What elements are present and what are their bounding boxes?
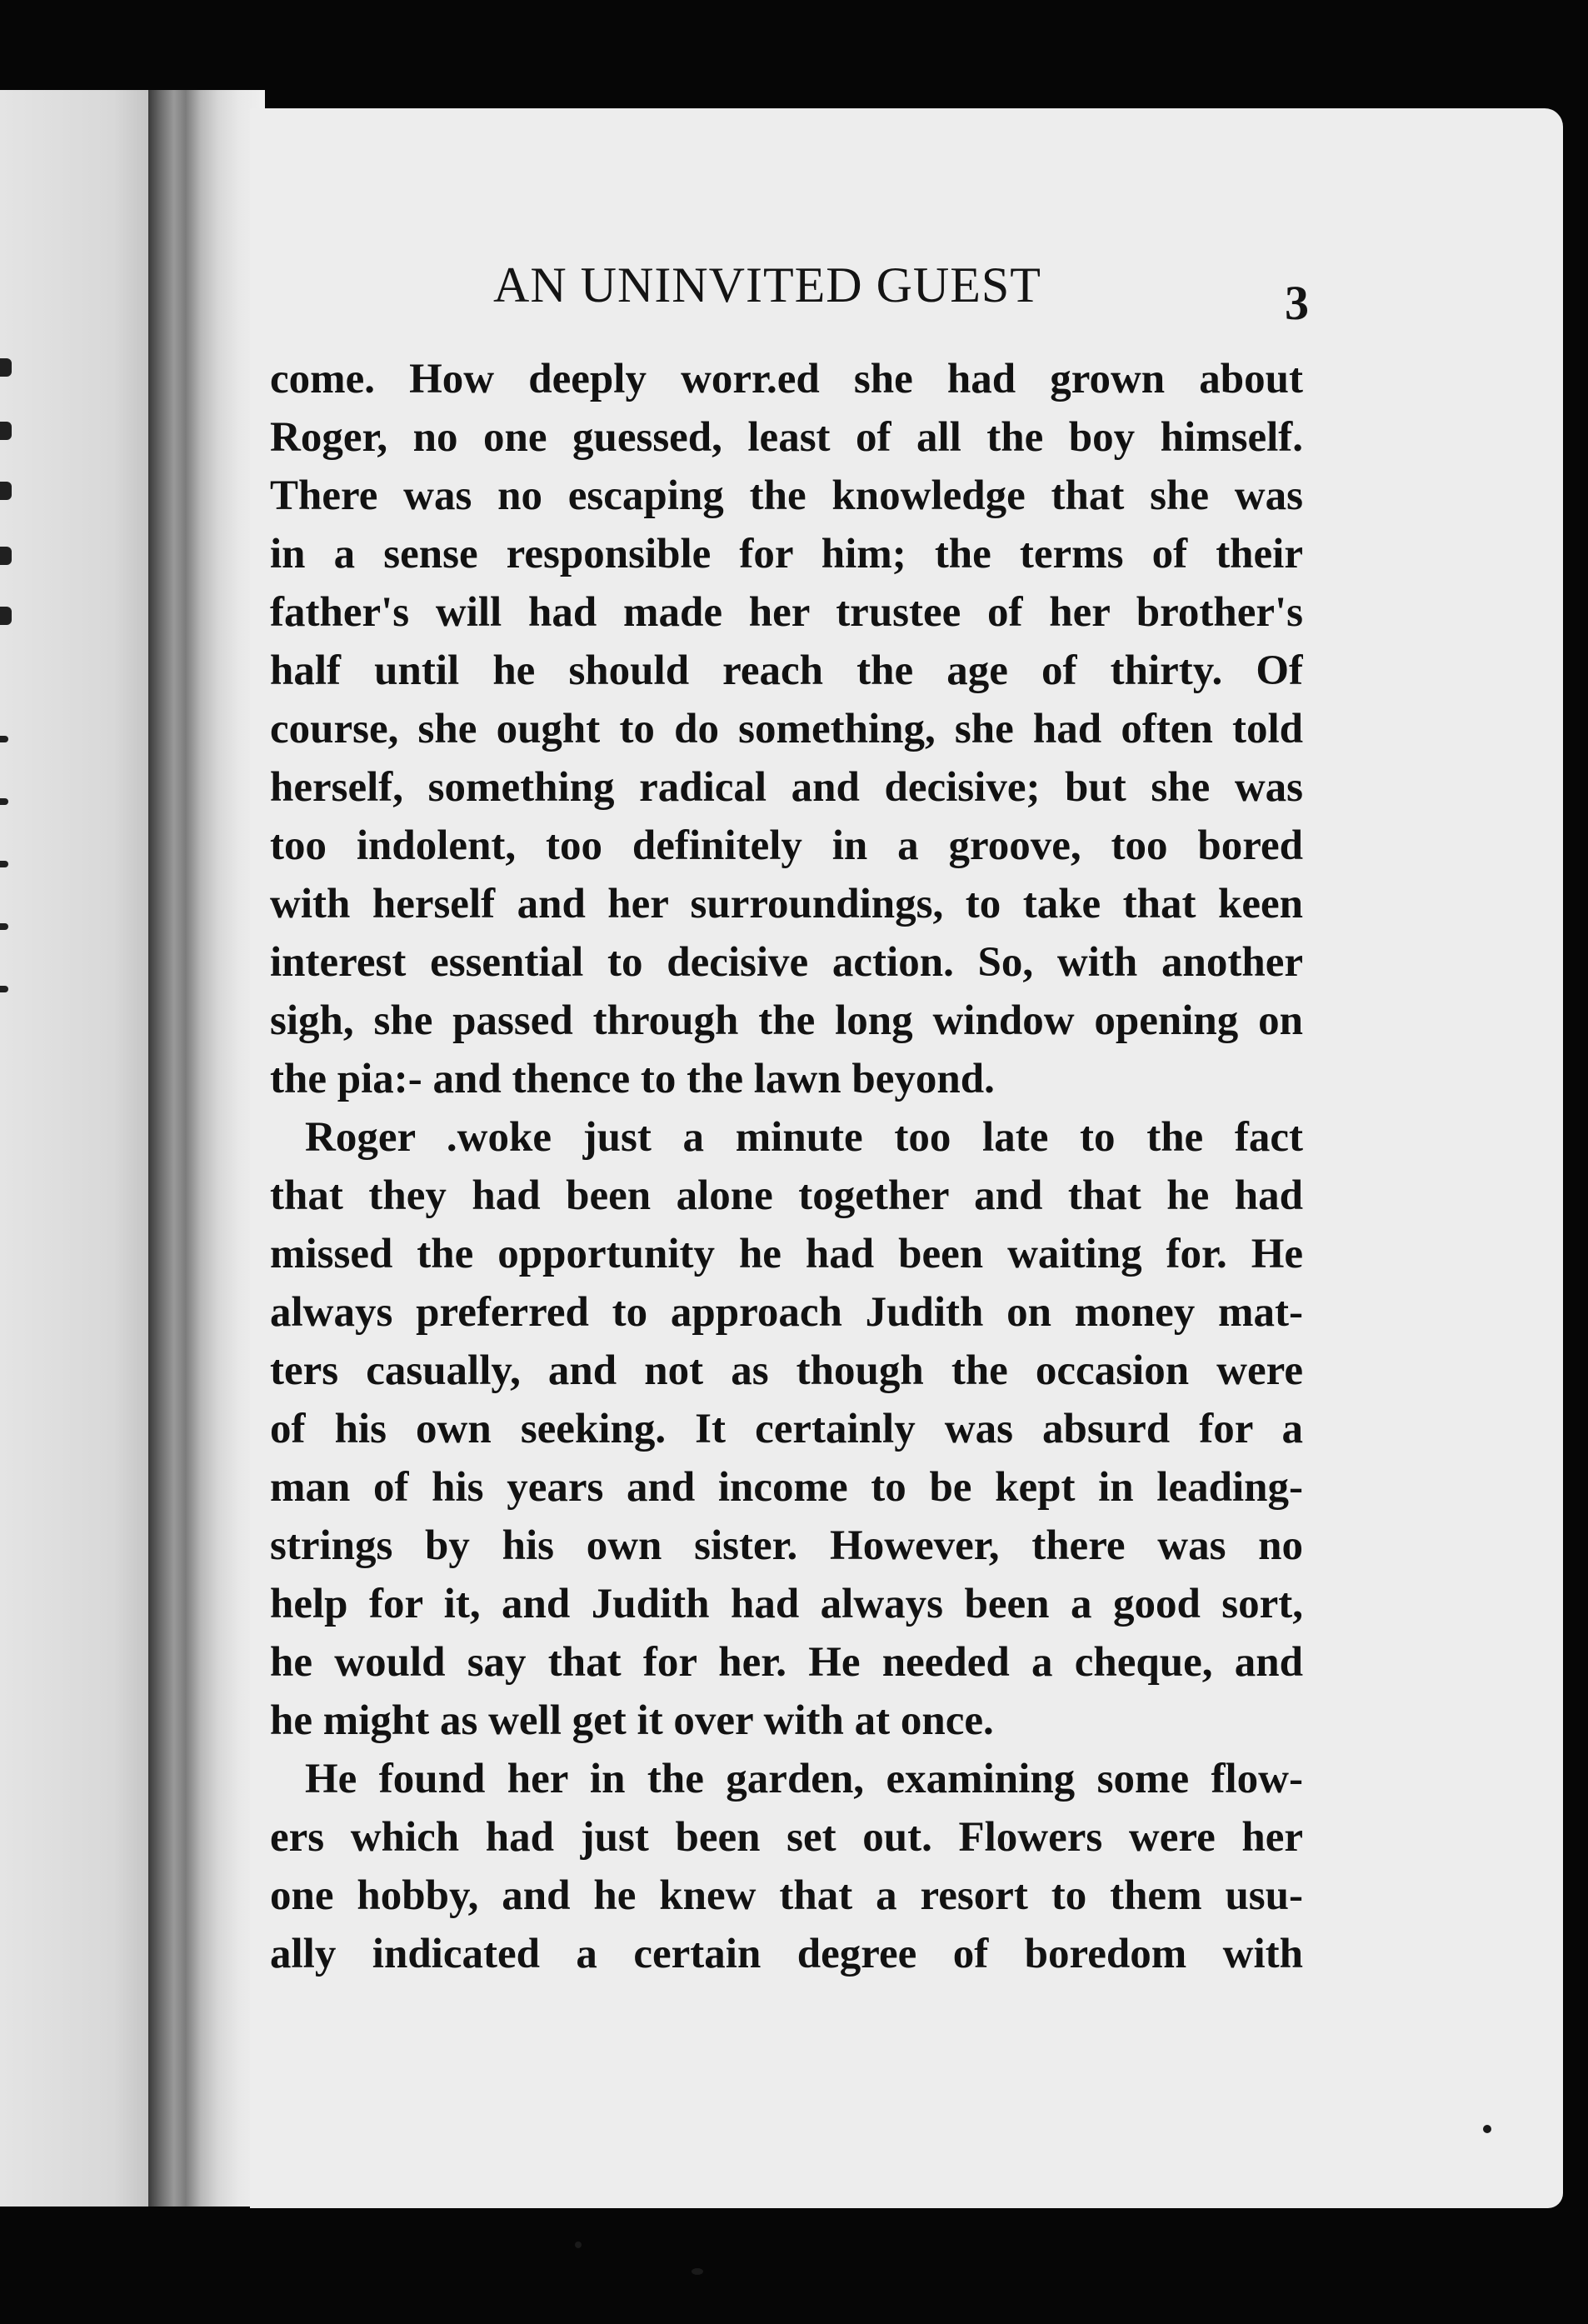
text-line: course, she ought to do something, she had often told bbox=[270, 706, 1303, 752]
text-line: man of his years and income to be kept in leading- bbox=[270, 1464, 1303, 1511]
text-line: half until he should reach the age of thirty. Of bbox=[270, 647, 1303, 694]
text-line: father's will had made her trustee of her brother's bbox=[270, 589, 1303, 636]
text-fragment bbox=[0, 798, 8, 805]
running-title: AN UNINVITED GUEST bbox=[493, 257, 1041, 312]
text-fragment bbox=[0, 607, 12, 625]
text-line: of his own seeking. It certainly was absurd for a bbox=[270, 1406, 1303, 1452]
text-fragment bbox=[0, 861, 8, 867]
text-line: herself, something radical and decisive; but she was bbox=[270, 764, 1303, 811]
scan-speck bbox=[1483, 2125, 1491, 2133]
page-number: 3 bbox=[1285, 276, 1309, 330]
text-line: ters casually, and not as though the occasion were bbox=[270, 1347, 1303, 1394]
text-line: interest essential to decisive action. So, with another bbox=[270, 939, 1303, 986]
left-page-edge bbox=[0, 90, 162, 2207]
text-line: ally indicated a certain degree of boredom with bbox=[270, 1931, 1303, 1977]
text-line: the pia:- and thence to the lawn beyond. bbox=[270, 1056, 995, 1102]
text-line: help for it, and Judith had always been a good sort, bbox=[270, 1581, 1303, 1627]
text-line: sigh, she passed through the long window opening on bbox=[270, 997, 1303, 1044]
text-line: one hobby, and he knew that a resort to them usu- bbox=[270, 1872, 1303, 1919]
body-text bbox=[270, 350, 1303, 1983]
text-fragment bbox=[0, 422, 12, 440]
text-line: Roger, no one guessed, least of all the boy himself. bbox=[270, 414, 1303, 461]
scan-speck bbox=[692, 2268, 703, 2275]
text-line: in a sense responsible for him; the terms of their bbox=[270, 531, 1303, 577]
text-fragment bbox=[0, 358, 12, 377]
text-fragment bbox=[0, 547, 12, 565]
text-line: too indolent, too definitely in a groove, too bored bbox=[270, 822, 1303, 869]
scan-speck bbox=[575, 2242, 582, 2248]
text-line: strings by his own sister. However, there was no bbox=[270, 1522, 1303, 1569]
text-fragment bbox=[0, 986, 8, 992]
text-line: with herself and her surroundings, to take that keen bbox=[270, 881, 1303, 927]
text-line: He found her in the garden, examining some flow- bbox=[305, 1756, 1303, 1802]
text-line: missed the opportunity he had been waiting for. He bbox=[270, 1231, 1303, 1277]
text-line: come. How deeply worr.ed she had grown about bbox=[270, 356, 1303, 402]
book-gutter-shadow bbox=[148, 90, 265, 2207]
text-fragment bbox=[0, 923, 8, 930]
text-fragment bbox=[0, 482, 12, 500]
text-line: ers which had just been set out. Flowers were her bbox=[270, 1814, 1303, 1861]
text-line: There was no escaping the knowledge that she was bbox=[270, 472, 1303, 519]
text-fragment bbox=[0, 736, 8, 742]
text-line: always preferred to approach Judith on money mat- bbox=[270, 1289, 1303, 1336]
text-line: he might as well get it over with at once. bbox=[270, 1697, 994, 1744]
text-line: he would say that for her. He needed a cheque, and bbox=[270, 1639, 1303, 1686]
text-line: Roger .woke just a minute too late to the fact bbox=[305, 1114, 1303, 1161]
text-line: that they had been alone together and that he had bbox=[270, 1172, 1303, 1219]
